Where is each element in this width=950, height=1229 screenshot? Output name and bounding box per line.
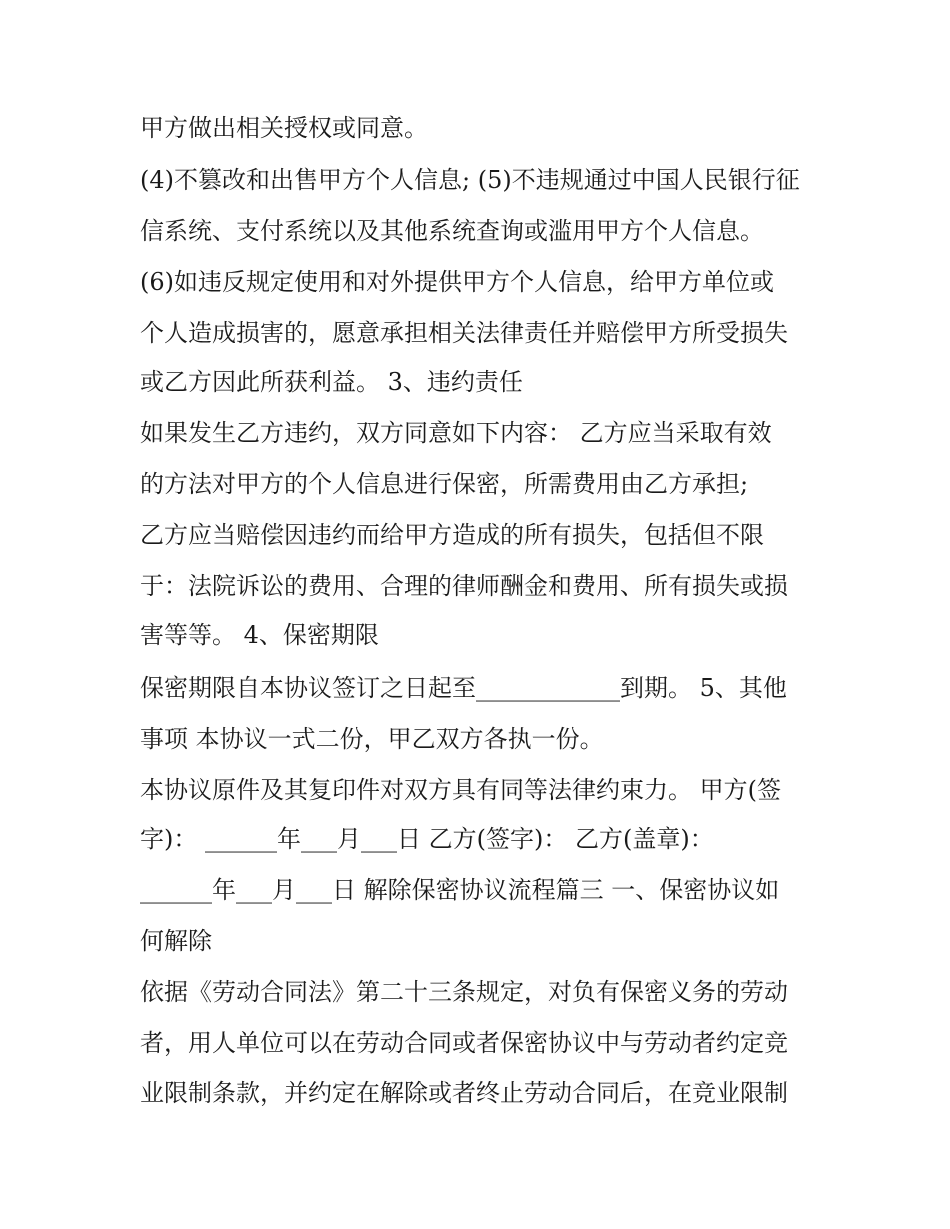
text-line: 事项 本协议一式二份，甲乙双方各执一份。 [140,725,604,753]
text-line: 于：法院诉讼的费用、合理的律师酬金和费用、所有损失或损 [140,572,788,600]
text-line: 信系统、支付系统以及其他系统查询或滥用甲方个人信息。 [140,217,764,245]
text-line: 依据《劳动合同法》第二十三条规定，对负有保密义务的劳动 [140,978,788,1006]
text-line: 或乙方因此所获利益。 3、违约责任 [140,368,523,396]
text-line: 本协议原件及其复印件对双方具有同等法律约束力。 甲方(签 [140,776,781,804]
text-line: 甲方做出相关授权或同意。 [140,114,428,142]
text-line: 如果发生乙方违约，双方同意如下内容： 乙方应当采取有效 [140,419,772,447]
text-line: 个人造成损害的，愿意承担相关法律责任并赔偿甲方所受损失 [140,319,788,347]
text-line: ______年___月___日 解除保密协议流程篇三 一、保密协议如 [140,876,780,904]
text-line: (6)如违反规定使用和对外提供甲方个人信息，给甲方单位或 [140,268,774,296]
text-line: 字)： ______年___月___日 乙方(签字)： 乙方(盖章)： [140,825,714,853]
text-line: 害等等。 4、保密期限 [140,621,379,649]
text-line: 何解除 [140,927,212,955]
text-line: (4)不篡改和出售甲方个人信息; (5)不违规通过中国人民银行征 [140,166,800,194]
text-line: 乙方应当赔偿因违约而给甲方造成的所有损失，包括但不限 [140,521,764,549]
text-line: 业限制条款，并约定在解除或者终止劳动合同后，在竞业限制 [140,1079,788,1107]
text-line: 保密期限自本协议签订之日起至____________到期。 5、其他 [140,674,787,702]
text-line: 者，用人单位可以在劳动合同或者保密协议中与劳动者约定竞 [140,1029,788,1057]
text-line: 的方法对甲方的个人信息进行保密，所需费用由乙方承担; [140,470,749,498]
